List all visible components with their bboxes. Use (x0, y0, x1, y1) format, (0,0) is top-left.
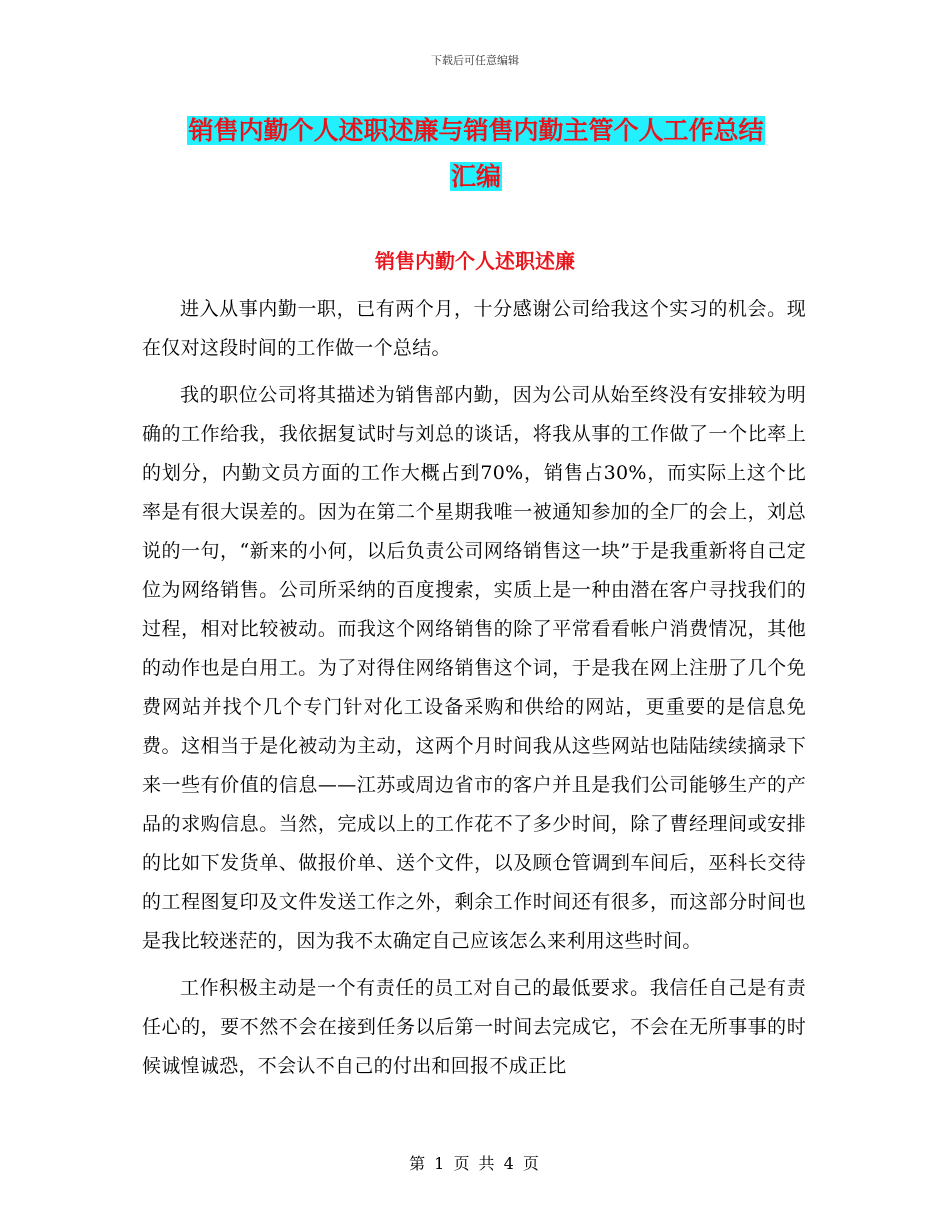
section-title: 销售内勤个人述职述廉 (375, 249, 575, 273)
header-note: 下载后可任意编辑 (431, 54, 519, 67)
paragraph-1: 进入从事内勤一职，已有两个月，十分感谢公司给我这个实习的机会。现在仅对这段时间的工作做一个总结。 (142, 298, 806, 359)
paragraph-2: 我的职位公司将其描述为销售部内勤，因为公司从始至终没有安排较为明确的工作给我，我依据复试时与刘总的谈话，将我从事的工作做了一个比率上的划分，内勤文员方面的工作大概占到70%，销售占30%，而实际上这个比率是有很大误差的。因为在第二个星期我唯一被通知参加的全厂的会上，刘总说的一句，“新来的小何，以后负责公司网络销售这一块”于是我重新将自己定位为网络销售。公司所采纳的百度搜索，实质上是一种由潜在客户寻找我们的过程，相对比较被动。而我这个网络销售的除了平常看看帐户消费情况，其他的动作也是白用工。为了对得住网络销售这个词，于是我在网上注册了几个免费网站并找个几个专门针对化工设备采购和供给的网站，更重要的是信息免费。这相当于是化被动为主动，这两个月时间我从这些网站也陆陆续续摘录下来一些有价值的信息——江苏或周边省市的客户并且是我们公司能够生产的产品的求购信息。当然，完成以上的工作花不了多少时间，除了曹经理间或安排的比如下发货单、做报价单、送个文件，以及顾仓管调到车间后，巫科长交待的工程图复印及文件发送工作之外，剩余工作时间还有很多，而这部分时间也是我比较迷茫的，因为我不太确定自己应该怎么来利用这些时间。 (142, 384, 806, 952)
document-title-line-1: 销售内勤个人述职述廉与销售内勤主管个人工作总结 (188, 116, 764, 145)
document-title-line-2: 汇编 (450, 162, 501, 191)
document-body (142, 290, 806, 1094)
paragraph-3: 工作积极主动是一个有责任的员工对自己的最低要求。我信任自己是有责任心的，要不然不会在接到任务以后第一时间去完成它，不会在无所事事的时候诚惶诚恐，不会认不自己的付出和回报不成正比 (142, 977, 806, 1077)
page-number-footer: 第 1 页 共 4 页 (409, 1154, 541, 1173)
document-title (140, 108, 812, 200)
